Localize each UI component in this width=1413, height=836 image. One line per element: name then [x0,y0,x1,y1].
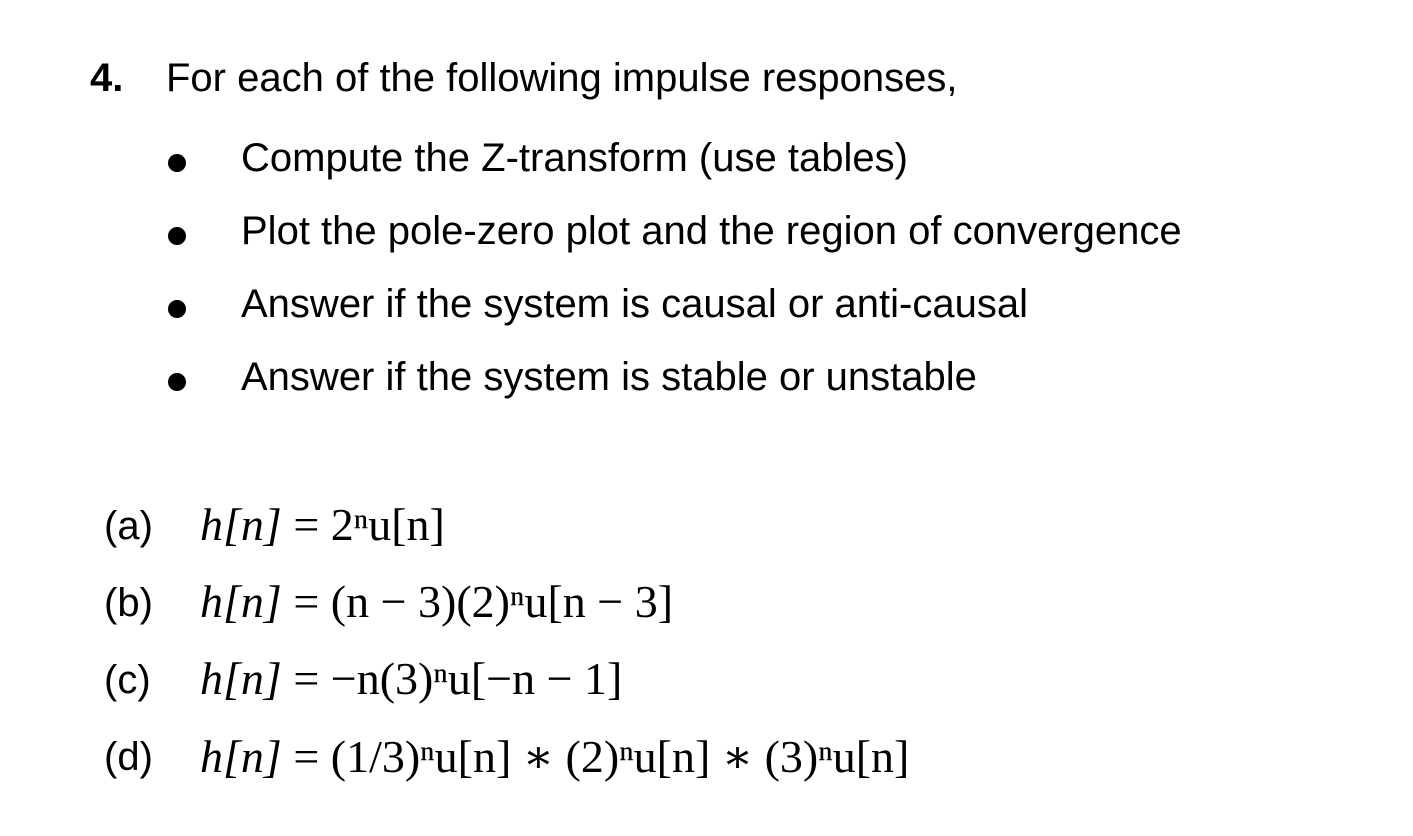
part-equation [200,575,673,628]
question-prompt: For each of the following impulse responses, [166,56,958,100]
part-label: (a) [104,504,153,548]
equation-rhs: = −n(3)ⁿu[−n − 1] [293,653,623,704]
part-label: (d) [104,735,153,779]
bullet-icon [168,300,186,318]
equation-lhs: h[n] [200,499,282,550]
task-text: Compute the Z-transform (use tables) [241,136,908,180]
equation-lhs: h[n] [200,653,282,704]
equation-rhs: = (n − 3)(2)ⁿu[n − 3] [293,576,674,627]
part-equation [200,652,622,705]
equation-lhs: h[n] [200,731,282,782]
equation-rhs: = 2ⁿu[n] [293,499,445,550]
bullet-icon [168,373,186,391]
equation-rhs: = (1/3)ⁿu[n] ∗ (2)ⁿu[n] ∗ (3)ⁿu[n] [293,731,910,782]
question-heading [90,56,958,116]
bullet-icon [168,154,186,172]
task-text: Answer if the system is stable or unstable [241,355,977,399]
task-text: Answer if the system is causal or anti-causal [241,282,1028,326]
bullet-icon [168,227,186,245]
equation-lhs: h[n] [200,576,282,627]
part-label: (c) [104,658,151,702]
task-text: Plot the pole-zero plot and the region of convergence [241,209,1182,253]
part-equation [200,498,445,551]
question-number: 4. [90,56,124,100]
part-equation [200,729,909,783]
part-label: (b) [104,581,153,625]
